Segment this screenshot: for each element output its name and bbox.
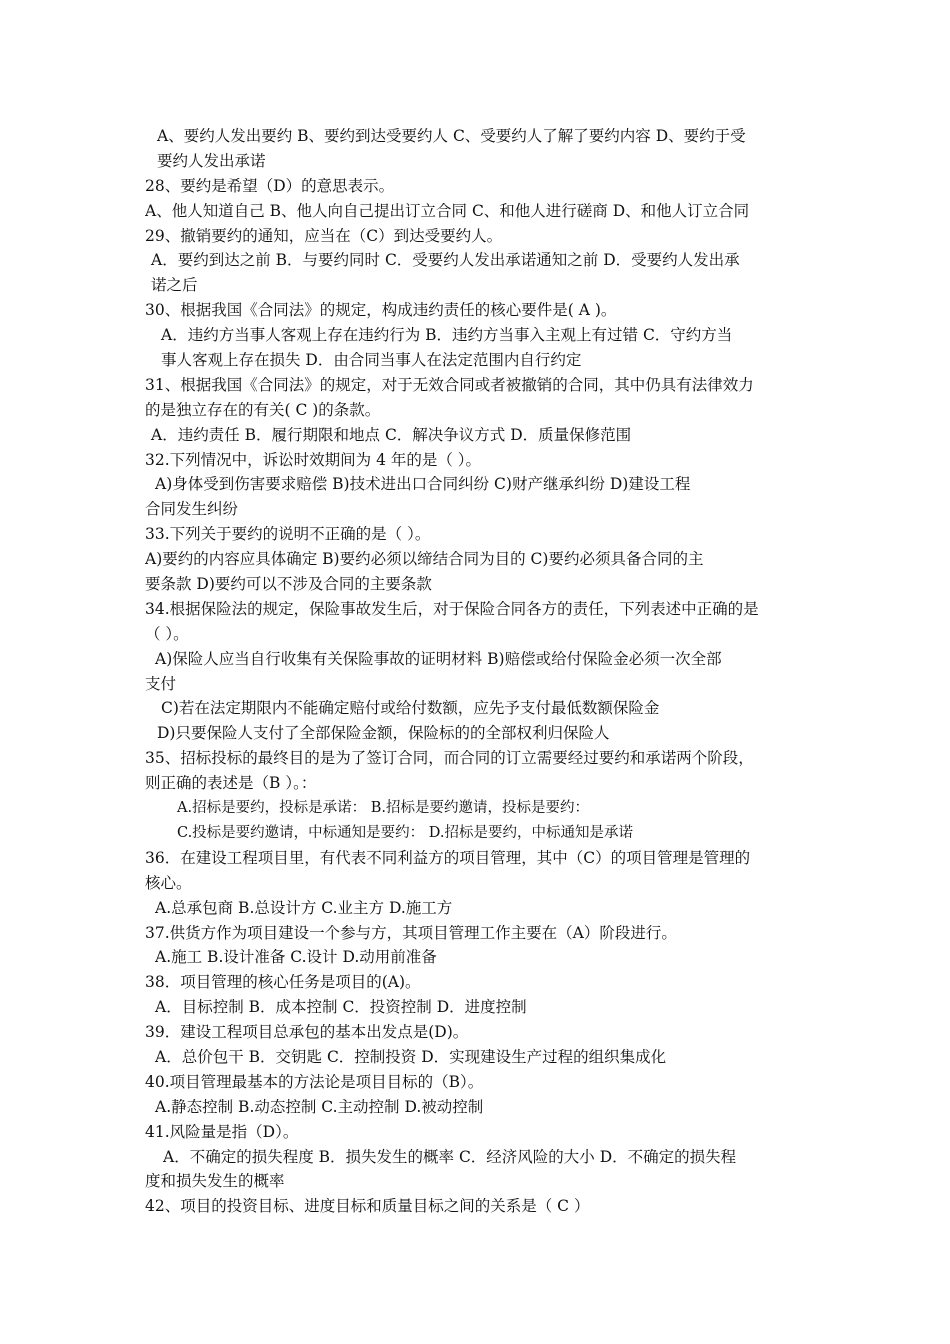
text-line: 37.供货方作为项目建设一个参与方，其项目管理工作主要在（A）阶段进行。 — [145, 923, 677, 942]
text-line: 28、要约是希望（D）的意思表示。 — [145, 176, 395, 195]
text-line: 35、招标投标的最终目的是为了签订合同，而合同的订立需要经过要约和承诺两个阶段， — [145, 749, 754, 768]
text-line: A.招标是要约，投标是承诺： B.招标是要约邀请，投标是要约： — [177, 800, 589, 817]
text-line: A．不确定的损失程度 B．损失发生的概率 C．经济风险的大小 D．不确定的损失程 — [163, 1147, 737, 1166]
text-line: 32.下列情况中，诉讼时效期间为 4 年的是（ ）。 — [145, 450, 482, 469]
text-line: A.静态控制 B.动态控制 C.主动控制 D.被动控制 — [155, 1097, 484, 1116]
text-line: 34.根据保险法的规定，保险事故发生后，对于保险合同各方的责任，下列表述中正确的是 — [145, 599, 759, 618]
text-line: 38．项目管理的核心任务是项目的(A)。 — [145, 973, 421, 992]
text-line: 36．在建设工程项目里，有代表不同利益方的项目管理，其中（C）的项目管理是管理的 — [145, 848, 751, 867]
text-line: 要条款 D)要约可以不涉及合同的主要条款 — [145, 575, 432, 594]
text-line: 41.风险量是指（D）。 — [145, 1122, 299, 1141]
text-line: A．总价包干 B．交钥匙 C．控制投资 D．实现建设生产过程的组织集成化 — [155, 1047, 667, 1066]
text-line: 合同发生纠纷 — [145, 500, 239, 519]
text-line: A．目标控制 B．成本控制 C．投资控制 D．进度控制 — [155, 998, 527, 1017]
text-line: 30、根据我国《合同法》的规定，构成违约责任的核心要件是( A )。 — [145, 301, 617, 320]
text-line: 的是独立存在的有关( C )的条款。 — [145, 400, 381, 419]
text-line: 则正确的表述是（B ）。： — [145, 774, 317, 793]
text-line: （ ）。 — [145, 624, 189, 643]
text-line: 42、项目的投资目标、进度目标和质量目标之间的关系是（ C ） — [145, 1197, 590, 1216]
text-line: A.总承包商 B.总设计方 C.业主方 D.施工方 — [155, 898, 453, 917]
text-line: 29、撤销要约的通知，应当在（C）到达受要约人。 — [145, 226, 503, 245]
text-line: 支付 — [145, 674, 177, 693]
text-line: A．违约责任 B．履行期限和地点 C．解决争议方式 D．质量保修范围 — [151, 425, 632, 444]
text-line: 事人客观上存在损失 D．由合同当事人在法定范围内自行约定 — [161, 351, 582, 370]
text-line: A)要约的内容应具体确定 B)要约必须以缔结合同为目的 C)要约必须具备合同的主 — [145, 550, 704, 569]
text-line: 度和损失发生的概率 — [145, 1172, 285, 1191]
text-line: A)保险人应当自行收集有关保险事故的证明材料 B)赔偿或给付保险金必须一次全部 — [155, 649, 722, 668]
document-body — [145, 124, 810, 1219]
text-line: 40.项目管理最基本的方法论是项目目标的（B）。 — [145, 1072, 484, 1091]
text-line: A)身体受到伤害要求赔偿 B)技术进出口合同纠纷 C)财产继承纠纷 D)建设工程 — [155, 475, 691, 494]
text-line: 诺之后 — [151, 276, 198, 295]
text-line: C.投标是要约邀请，中标通知是要约： D.招标是要约，中标通知是承诺 — [177, 824, 634, 841]
text-line: 39．建设工程项目总承包的基本出发点是(D)。 — [145, 1023, 469, 1042]
text-line: D)只要保险人支付了全部保险金额，保险标的的全部权利归保险人 — [157, 724, 610, 743]
text-line: A、要约人发出要约 B、要约到达受要约人 C、受要约人了解了要约内容 D、要约于受 — [157, 127, 746, 145]
text-line: 核心。 — [145, 873, 192, 892]
text-line: 33.下列关于要约的说明不正确的是（ ）。 — [145, 525, 431, 544]
text-line: C)若在法定期限内不能确定赔付或给付数额，应先予支付最低数额保险金 — [161, 699, 660, 718]
text-line: A、他人知道自己 B、他人向自己提出订立合同 C、和他人进行磋商 D、和他人订立合同 — [145, 201, 750, 220]
text-line: A．要约到达之前 B．与要约同时 C．受要约人发出承诺通知之前 D．受要约人发出承 — [151, 251, 740, 270]
text-line: 要约人发出承诺 — [157, 151, 266, 170]
text-line: A.施工 B.设计准备 C.设计 D.动用前准备 — [155, 948, 437, 967]
text-line: 31、根据我国《合同法》的规定，对于无效合同或者被撤销的合同，其中仍具有法律效力 — [145, 375, 754, 394]
text-line: A．违约方当事人客观上存在违约行为 B．违约方当事入主观上有过错 C．守约方当 — [161, 326, 733, 345]
